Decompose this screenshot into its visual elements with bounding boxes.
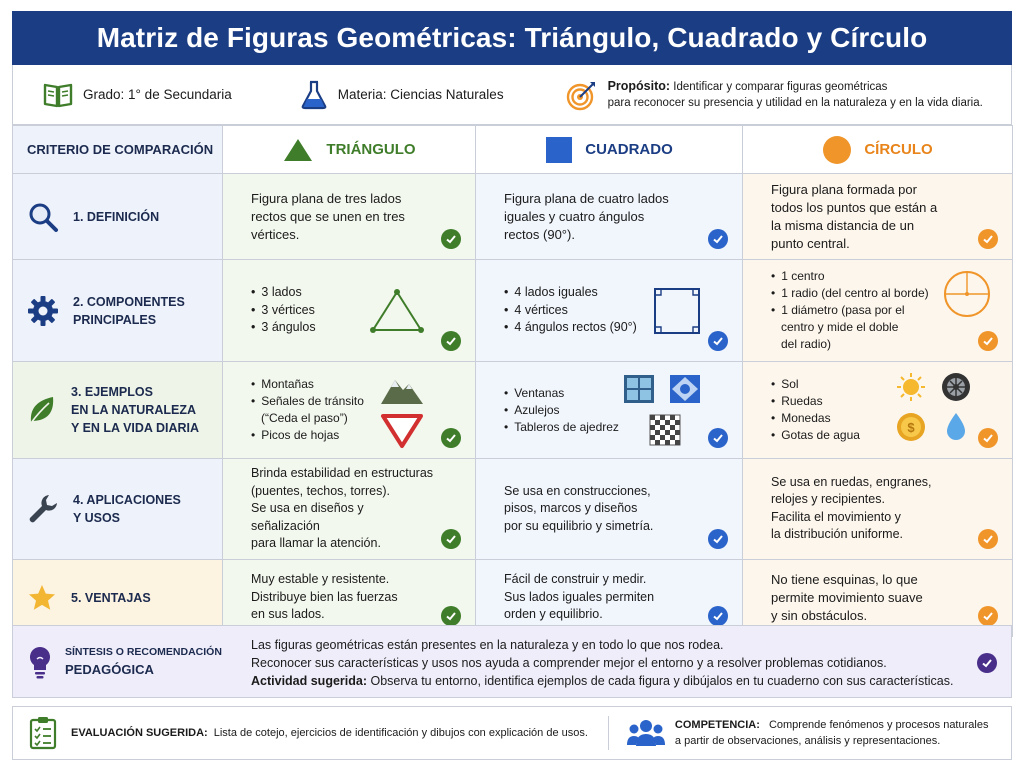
check-icon xyxy=(708,606,728,626)
list-item: • 1 centro xyxy=(771,268,972,285)
list-item: • 1 diámetro (pasa por el xyxy=(771,302,972,319)
competencia-label: COMPETENCIA: xyxy=(674,719,760,731)
page-title: Matriz de Figuras Geométricas: Triángulo, Cuadrado y Círculo xyxy=(12,11,1012,65)
row-ejemplos xyxy=(13,362,1013,459)
check-icon xyxy=(978,229,998,249)
ejemplos-triangulo xyxy=(223,362,476,459)
actividad-label: Actividad sugerida: xyxy=(251,674,367,688)
sun-wheel-coin-drop-icons xyxy=(896,371,972,449)
check-icon xyxy=(978,331,998,351)
list-item: • 4 ángulos rectos (90°) xyxy=(504,319,702,337)
check-icon xyxy=(708,529,728,549)
componentes-cuadrado xyxy=(476,260,743,362)
list-item: • 3 vértices xyxy=(251,302,435,320)
footer xyxy=(12,706,1012,760)
aplicaciones-circulo xyxy=(743,459,1013,560)
ejemplos-cuadrado xyxy=(476,362,743,459)
materia-text: Materia: Ciencias Naturales xyxy=(337,87,504,102)
check-icon xyxy=(441,529,461,549)
list-item: • 1 radio (del centro al borde) xyxy=(771,285,972,302)
square-outline-illustration xyxy=(652,286,702,336)
list-item: • 3 ángulos xyxy=(251,319,435,337)
magnifier-icon xyxy=(27,201,59,233)
evaluacion-text: Lista de cotejo, ejercicios de identificación y dibujos con explicación de usos. xyxy=(213,727,588,739)
square-icon xyxy=(545,136,573,164)
header-triangulo-label: TRIÁNGULO xyxy=(326,141,416,158)
check-icon xyxy=(441,606,461,626)
competencia-text-2: a partir de observaciones, análisis y representaciones. xyxy=(674,735,941,747)
evaluacion-info xyxy=(29,716,588,750)
list-item: • Azulejos xyxy=(504,402,702,419)
footer-divider xyxy=(608,716,609,750)
row-aplicaciones xyxy=(13,459,1013,560)
criterio-aplicaciones xyxy=(13,459,223,560)
aplicaciones-cuadrado xyxy=(476,459,743,560)
leaf-icon xyxy=(27,394,57,426)
check-icon xyxy=(708,229,728,249)
target-icon xyxy=(566,79,598,111)
grado-info xyxy=(43,82,232,108)
evaluacion-label: EVALUACIÓN SUGERIDA: xyxy=(71,727,208,739)
check-icon xyxy=(978,529,998,549)
circle-icon xyxy=(822,135,852,165)
componentes-circulo xyxy=(743,260,1013,362)
row-componentes xyxy=(13,260,1013,362)
list-item: • Ventanas xyxy=(504,385,702,402)
sintesis-title-big: PEDAGÓGICA xyxy=(65,662,154,677)
list-item: • Gotas de agua xyxy=(771,427,972,444)
criterio-aplicaciones-label: 4. APLICACIONES Y USOS xyxy=(73,492,181,525)
svg-text:$: $ xyxy=(907,420,915,435)
definicion-circulo-text: Figura plana formada por todos los puntos que están a la misma distancia de un punto central. xyxy=(771,181,938,251)
check-icon xyxy=(978,428,998,448)
sintesis-section xyxy=(12,625,1012,698)
check-icon xyxy=(708,428,728,448)
header-cuadrado xyxy=(476,126,743,174)
definicion-cuadrado xyxy=(476,174,743,260)
grado-text: Grado: 1° de Secundaria xyxy=(83,87,232,102)
list-item: • Ruedas xyxy=(771,393,972,410)
people-group-icon xyxy=(627,718,665,748)
ventajas-triangulo-text: Muy estable y resistente. Distribuye bien las fuerzas en sus lados. xyxy=(251,572,398,622)
header-circulo-label: CÍRCULO xyxy=(864,141,933,158)
triangle-icon xyxy=(282,137,314,163)
list-item: • 3 lados xyxy=(251,284,435,302)
list-item: • Señales de tránsito xyxy=(251,393,435,410)
star-icon xyxy=(27,583,57,613)
sintesis-header xyxy=(13,626,223,697)
lightbulb-icon xyxy=(27,645,53,679)
header-row xyxy=(13,126,1013,174)
mountain-and-sign-icons xyxy=(379,370,425,450)
list-item: • Montañas xyxy=(251,376,435,393)
definicion-triangulo xyxy=(223,174,476,260)
sintesis-body xyxy=(223,626,953,697)
proposito-text: Identificar y comparar figuras geométricas xyxy=(673,81,888,93)
check-icon xyxy=(977,653,997,673)
actividad-text: Observa tu entorno, identifica ejemplos de cada figura y dibújalos en tu cuaderno con sus características. xyxy=(370,674,954,688)
competencia-info xyxy=(627,717,989,749)
ventajas-cuadrado-text: Fácil de construir y medir. Sus lados iguales permiten orden y equilibrio. xyxy=(504,572,655,622)
list-item: • Tableros de ajedrez xyxy=(504,419,702,436)
list-item: del radio) xyxy=(781,337,832,351)
sintesis-line-2: Reconocer sus características y usos nos ayuda a comprender mejor el entorno y a resolver problemas cotidianos. xyxy=(251,656,887,670)
header-cuadrado-label: CUADRADO xyxy=(585,141,673,158)
criterio-componentes xyxy=(13,260,223,362)
info-bar xyxy=(12,65,1012,125)
sintesis-line-1: Las figuras geométricas están presentes en la naturaleza y en todo lo que nos rodea. xyxy=(251,638,724,652)
book-icon xyxy=(43,82,73,108)
clipboard-checklist-icon xyxy=(29,716,57,750)
proposito-info xyxy=(566,78,983,111)
check-icon xyxy=(441,229,461,249)
wrench-icon xyxy=(27,493,59,525)
triangle-outline-illustration xyxy=(369,288,425,334)
aplicaciones-triangulo-text: Brinda estabilidad en estructuras (puentes, techos, torres). Se usa en diseños y señalización para llamar la atención. xyxy=(251,466,434,550)
list-item: • Picos de hojas xyxy=(251,427,435,444)
proposito-text-2: para reconocer su presencia y utilidad en la naturaleza y en la vida diaria. xyxy=(607,97,983,109)
definicion-triangulo-text: Figura plana de tres lados rectos que se unen en tres vértices. xyxy=(251,190,405,242)
criterio-ejemplos-label: 3. EJEMPLOS EN LA NATURALEZA Y EN LA VIDA DIARIA xyxy=(71,385,200,435)
competencia-text-1: Comprende fenómenos y procesos naturales xyxy=(768,719,989,731)
componentes-triangulo xyxy=(223,260,476,362)
check-icon xyxy=(441,428,461,448)
list-item: (“Ceda el paso”) xyxy=(261,411,348,425)
definicion-cuadrado-text: Figura plana de cuatro lados iguales y cuatro ángulos rectos (90°). xyxy=(504,190,669,242)
header-circulo xyxy=(743,126,1013,174)
aplicaciones-circulo-text: Se usa en ruedas, engranes, relojes y recipientes. Facilita el movimiento y la distribución uniforme. xyxy=(771,474,932,542)
materia-info xyxy=(300,80,504,110)
criterio-componentes-label: 2. COMPONENTES PRINCIPALES xyxy=(73,294,185,327)
proposito-label: Propósito: xyxy=(607,79,671,93)
list-item: • Sol xyxy=(771,376,972,393)
definicion-circulo xyxy=(743,174,1013,260)
list-item: centro y mide el doble xyxy=(781,320,899,334)
circle-radius-illustration xyxy=(942,269,992,319)
flask-icon xyxy=(300,80,328,110)
ejemplos-circulo xyxy=(743,362,1013,459)
header-criterio: CRITERIO DE COMPARACIÓN xyxy=(13,126,223,174)
criterio-ejemplos xyxy=(13,362,223,459)
aplicaciones-cuadrado-text: Se usa en construcciones, pisos, marcos y diseños por su equilibrio y simetría. xyxy=(504,483,654,533)
gear-icon xyxy=(27,295,59,327)
criterio-definicion-label: 1. DEFINICIÓN xyxy=(73,209,160,224)
list-item: • Monedas xyxy=(771,410,972,427)
list-item: • 4 lados iguales xyxy=(504,284,702,302)
ventajas-circulo-text: No tiene esquinas, lo que permite movimiento suave y sin obstáculos. xyxy=(771,571,923,623)
comparison-matrix xyxy=(12,125,1013,637)
criterio-definicion xyxy=(13,174,223,260)
list-item: • 4 vértices xyxy=(504,302,702,320)
check-icon xyxy=(978,606,998,626)
check-icon xyxy=(708,331,728,351)
sintesis-title-small: SÍNTESIS O RECOMENDACIÓN xyxy=(65,646,222,658)
aplicaciones-triangulo xyxy=(223,459,476,560)
check-icon xyxy=(441,331,461,351)
header-triangulo xyxy=(223,126,476,174)
window-tile-chessboard-icons xyxy=(622,371,702,449)
criterio-ventajas-label: 5. VENTAJAS xyxy=(71,590,151,605)
row-definicion xyxy=(13,174,1013,260)
